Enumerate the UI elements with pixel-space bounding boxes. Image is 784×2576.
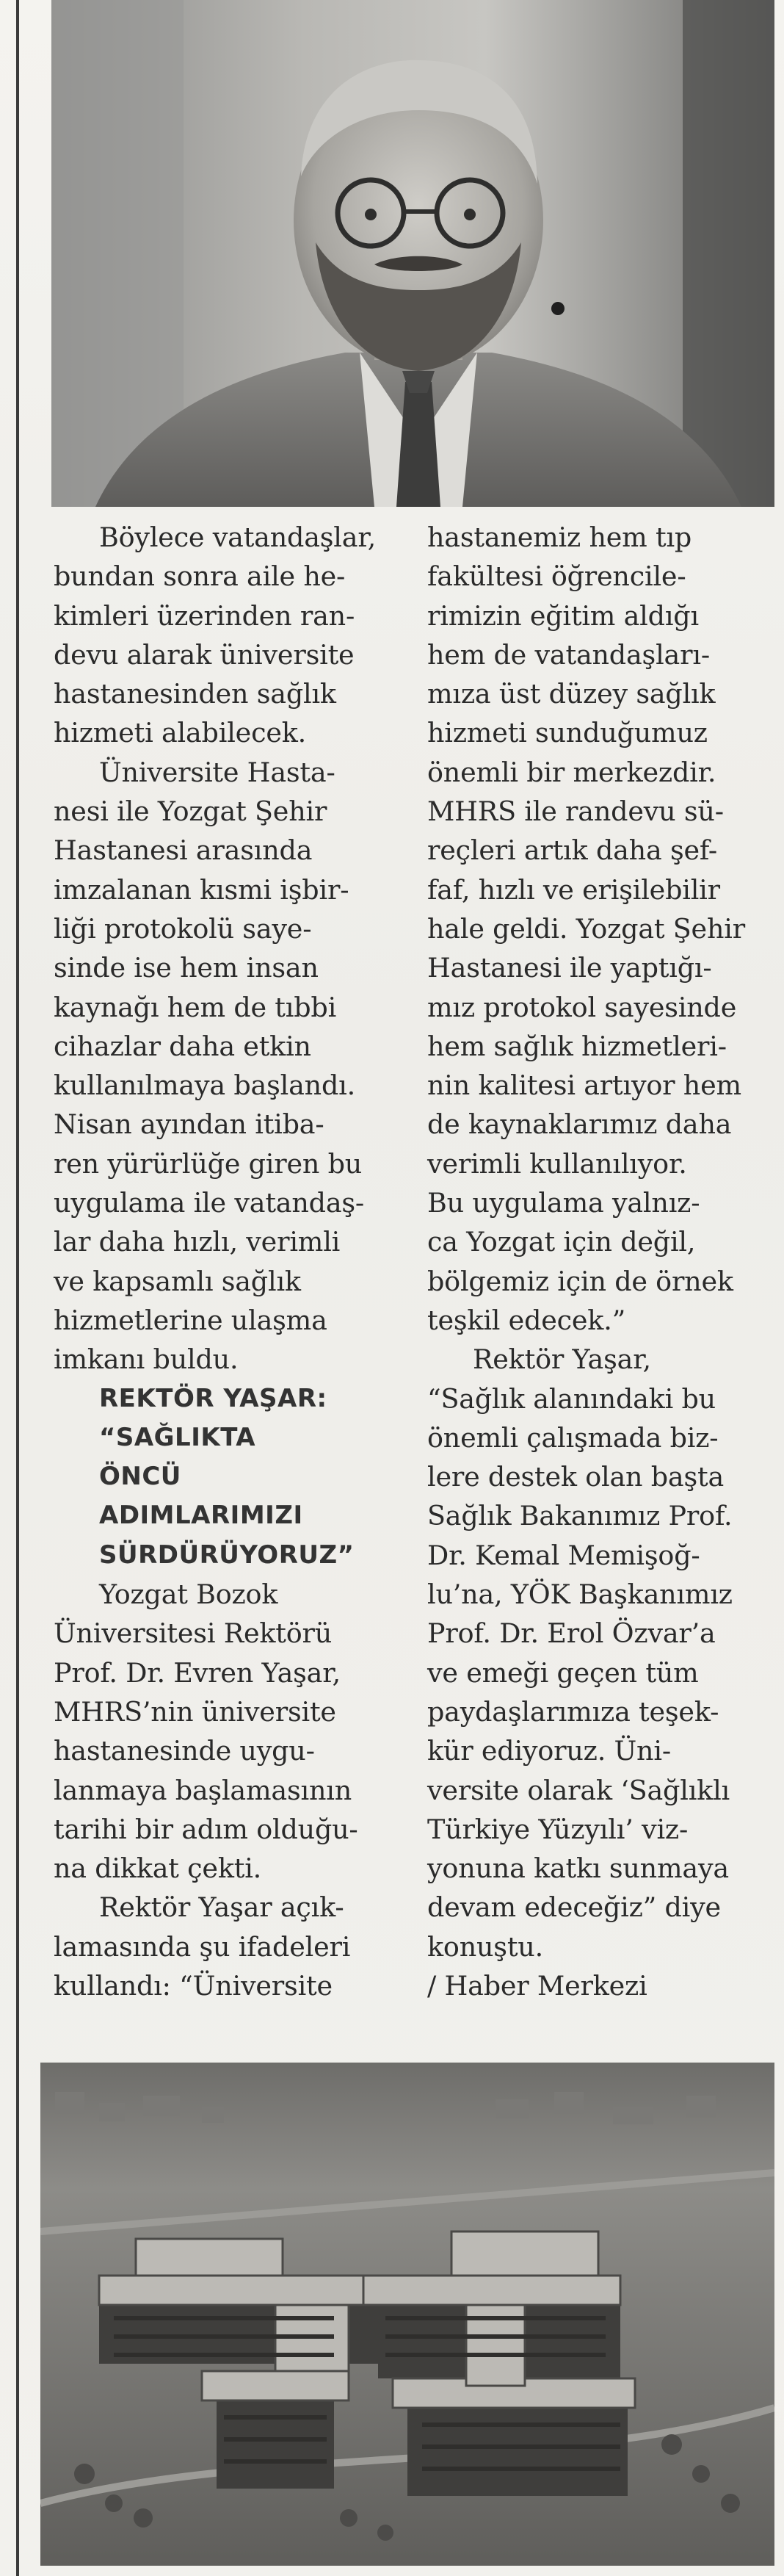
article-text-line: bölgemiz için de örnek: [427, 1265, 733, 1297]
article-text-line: Hastanesi arasında: [54, 834, 313, 867]
article-text-line: hastanemiz hem tıp: [427, 522, 692, 553]
article-text-line: lar daha hızlı, verimli: [54, 1226, 341, 1258]
article-text-line: / Haber Merkezi: [427, 1969, 647, 2002]
article-text-line: ren yürürlüğe giren bu: [54, 1147, 363, 1180]
article-text-line: ve kapsamlı sağlık: [54, 1265, 301, 1297]
article-text-line: Üniversitesi Rektörü: [54, 1617, 333, 1650]
article-text-line: MHRS’nin üniversite: [54, 1695, 336, 1728]
article-text-line: bundan sonra aile he-: [54, 560, 346, 593]
article-text-line: Rektör Yaşar açık-: [99, 1891, 344, 1924]
article-text-line: lere destek olan başta: [427, 1461, 725, 1493]
article-text-line: lanmaya başlamasının: [54, 1774, 352, 1806]
article-text-line: devu alarak üniversite: [54, 638, 355, 671]
article-text-line: Dr. Kemal Memişoğ-: [427, 1539, 700, 1571]
article-text-line: konuştu.: [427, 1930, 544, 1963]
article-text-line: faf, hızlı ve erişilebilir: [427, 873, 720, 906]
article-text-line: hizmeti alabilecek.: [54, 717, 307, 749]
portrait-photo: [51, 0, 774, 507]
article-text-line: tarihi bir adım olduğu-: [54, 1813, 358, 1845]
article-text-line: uygulama ile vatandaş-: [54, 1187, 365, 1219]
article-text-line: imzalanan kısmi işbir-: [54, 873, 349, 906]
article-text-line: kimleri üzerinden ran-: [54, 599, 355, 632]
subheading-line: “SAĞLIKTA: [99, 1422, 256, 1452]
article-text-line: hem de vatandaşları-: [427, 638, 710, 671]
article-text-line: hale geldi. Yozgat Şehir: [427, 912, 745, 945]
article-text-line: nin kalitesi artıyor hem: [427, 1069, 741, 1102]
article-text-line: imkanı buldu.: [54, 1343, 239, 1376]
article-text-line: lamasında şu ifadeleri: [54, 1930, 351, 1963]
article-text-line: kullanılmaya başlandı.: [54, 1069, 355, 1102]
article-text-line: Prof. Dr. Erol Özvar’a: [427, 1617, 716, 1650]
subheading-line: REKTÖR YAŞAR:: [99, 1383, 327, 1413]
article-text-line: cihazlar daha etkin: [54, 1030, 311, 1062]
article-text-line: Böylece vatandaşlar,: [99, 522, 376, 553]
article-text-line: Prof. Dr. Evren Yaşar,: [54, 1656, 341, 1689]
article-text-line: ve emeği geçen tüm: [427, 1656, 699, 1689]
article-text-line: hizmetlerine ulaşma: [54, 1304, 327, 1336]
article-text-line: teşkil edecek.”: [427, 1304, 626, 1336]
article-text-line: Rektör Yaşar,: [473, 1343, 651, 1376]
article-text-line: sinde ise hem insan: [54, 952, 319, 984]
article-text-line: kullandı: “Üniversite: [54, 1969, 333, 2002]
article-text-line: fakültesi öğrencile-: [427, 560, 686, 593]
article-text-line: reçleri artık daha şef-: [427, 834, 718, 867]
article-text-line: önemli çalışmada biz-: [427, 1421, 719, 1454]
article-text-line: Bu uygulama yalnız-: [427, 1187, 700, 1219]
article-column-right: [427, 518, 780, 2005]
article-text-line: de kaynaklarımız daha: [427, 1108, 732, 1141]
article-text-line: Üniversite Hasta-: [99, 756, 335, 788]
article-text-line: kür ediyoruz. Üni-: [427, 1735, 671, 1767]
article-text-line: Türkiye Yüzyılı’ viz-: [427, 1813, 689, 1845]
article-text-line: verimli kullanılıyor.: [427, 1147, 687, 1180]
article-text-line: hizmeti sunduğumuz: [427, 717, 708, 749]
article-text-line: hem sağlık hizmetleri-: [427, 1030, 727, 1062]
article-text-line: MHRS ile randevu sü-: [427, 795, 724, 828]
article-text-line: Nisan ayından itiba-: [54, 1108, 324, 1141]
article-text-line: lu’na, YÖK Başkanımız: [427, 1579, 733, 1611]
article-text-line: devam edeceğiz” diye: [427, 1891, 721, 1924]
subheading-line: SÜRDÜRÜYORUZ”: [99, 1540, 355, 1570]
article-text-line: hastanesinden sağlık: [54, 678, 336, 710]
subheading-line: ADIMLARIMIZI: [99, 1501, 303, 1531]
article-text-line: mız protokol sayesinde: [427, 991, 737, 1023]
article-text-line: rimizin eğitim aldığı: [427, 599, 699, 632]
article-text-line: önemli bir merkezdir.: [427, 756, 716, 788]
article-text-line: hastanesinde uygu-: [54, 1735, 315, 1767]
article-text-line: paydaşlarımıza teşek-: [427, 1695, 719, 1728]
article-text-line: ca Yozgat için değil,: [427, 1226, 696, 1258]
campus-aerial-photo: [40, 2063, 774, 2566]
column-rule: [16, 0, 19, 2576]
article-text-line: Hastanesi ile yaptığı-: [427, 952, 712, 984]
article-text-line: liği protokolü saye-: [54, 912, 312, 945]
article-text-line: mıza üst düzey sağlık: [427, 678, 716, 710]
article-text-line: kaynağı hem de tıbbi: [54, 991, 337, 1023]
subheading-line: ÖNCÜ: [99, 1462, 181, 1492]
article-column-left: [54, 518, 406, 2005]
article-text-line: versite olarak ‘Sağlıklı: [427, 1774, 730, 1806]
article-text-line: na dikkat çekti.: [54, 1852, 262, 1885]
article-text-line: yonuna katkı sunmaya: [427, 1852, 729, 1885]
article-text-line: Sağlık Bakanımız Prof.: [427, 1500, 733, 1532]
article-text-line: “Sağlık alanındaki bu: [427, 1382, 716, 1415]
article-text-line: Yozgat Bozok: [99, 1579, 278, 1611]
article-text-line: nesi ile Yozgat Şehir: [54, 795, 327, 828]
